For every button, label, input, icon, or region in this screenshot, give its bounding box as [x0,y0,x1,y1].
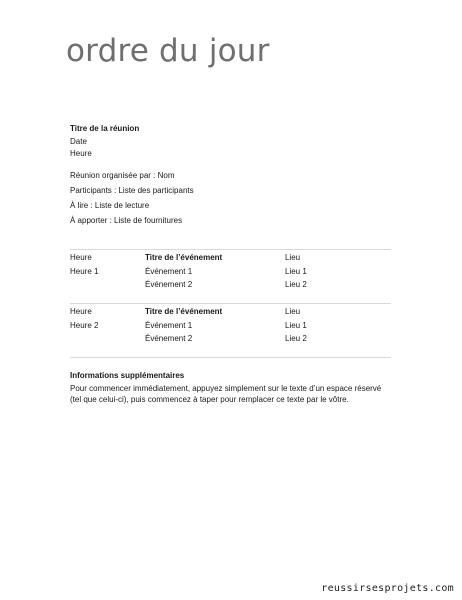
agenda-header-row [70,305,391,319]
agenda-header-row [70,251,391,265]
agenda-row [70,332,391,346]
organizer-line[interactable]: Réunion organisée par : Nom [70,171,175,180]
agenda-row [70,265,391,279]
row-place[interactable]: Lieu 1 [285,320,307,330]
meeting-date[interactable]: Date [70,136,87,146]
header-time: Heure [70,307,92,316]
header-event: Titre de l’événement [145,307,223,316]
agenda-block-2 [70,305,391,346]
page-title: ordre du jour [66,33,270,69]
participants-line[interactable]: Participants : Liste des participants [70,186,194,195]
agenda-row [70,319,391,333]
divider [70,303,391,304]
divider [70,357,391,358]
header-place: Lieu [285,307,301,316]
info-title: Informations supplémentaires [70,371,185,380]
agenda-block-1 [70,251,391,292]
watermark: reussirsesprojets.com [321,583,454,594]
header-event: Titre de l’événement [145,253,223,262]
row-event[interactable]: Événement 1 [145,266,193,276]
header-time: Heure [70,253,92,262]
meeting-details [70,168,194,228]
info-body[interactable]: Pour commencer immédiatement, appuyez simplement sur le texte d’un espace réservé (tel que celui-ci), puis commencez à taper pour remplacer ce texte par le vôtre. [70,383,382,404]
row-place[interactable]: Lieu 2 [285,334,307,343]
row-place[interactable]: Lieu 2 [285,280,307,289]
row-event[interactable]: Événement 1 [145,320,193,330]
meeting-title[interactable]: Titre de la réunion [70,124,140,133]
row-event[interactable]: Événement 2 [145,334,193,343]
meeting-time[interactable]: Heure [70,148,92,158]
additional-info [70,370,394,406]
meeting-header [70,123,139,160]
bring-line[interactable]: À apporter : Liste de fournitures [70,216,183,225]
agenda-row [70,278,391,292]
reading-line[interactable]: À lire : Liste de lecture [70,201,150,210]
header-place: Lieu [285,253,301,262]
row-place[interactable]: Lieu 1 [285,266,307,276]
row-time[interactable]: Heure 2 [70,320,99,330]
divider [70,249,391,250]
row-time[interactable]: Heure 1 [70,266,99,276]
row-event[interactable]: Événement 2 [145,280,193,289]
